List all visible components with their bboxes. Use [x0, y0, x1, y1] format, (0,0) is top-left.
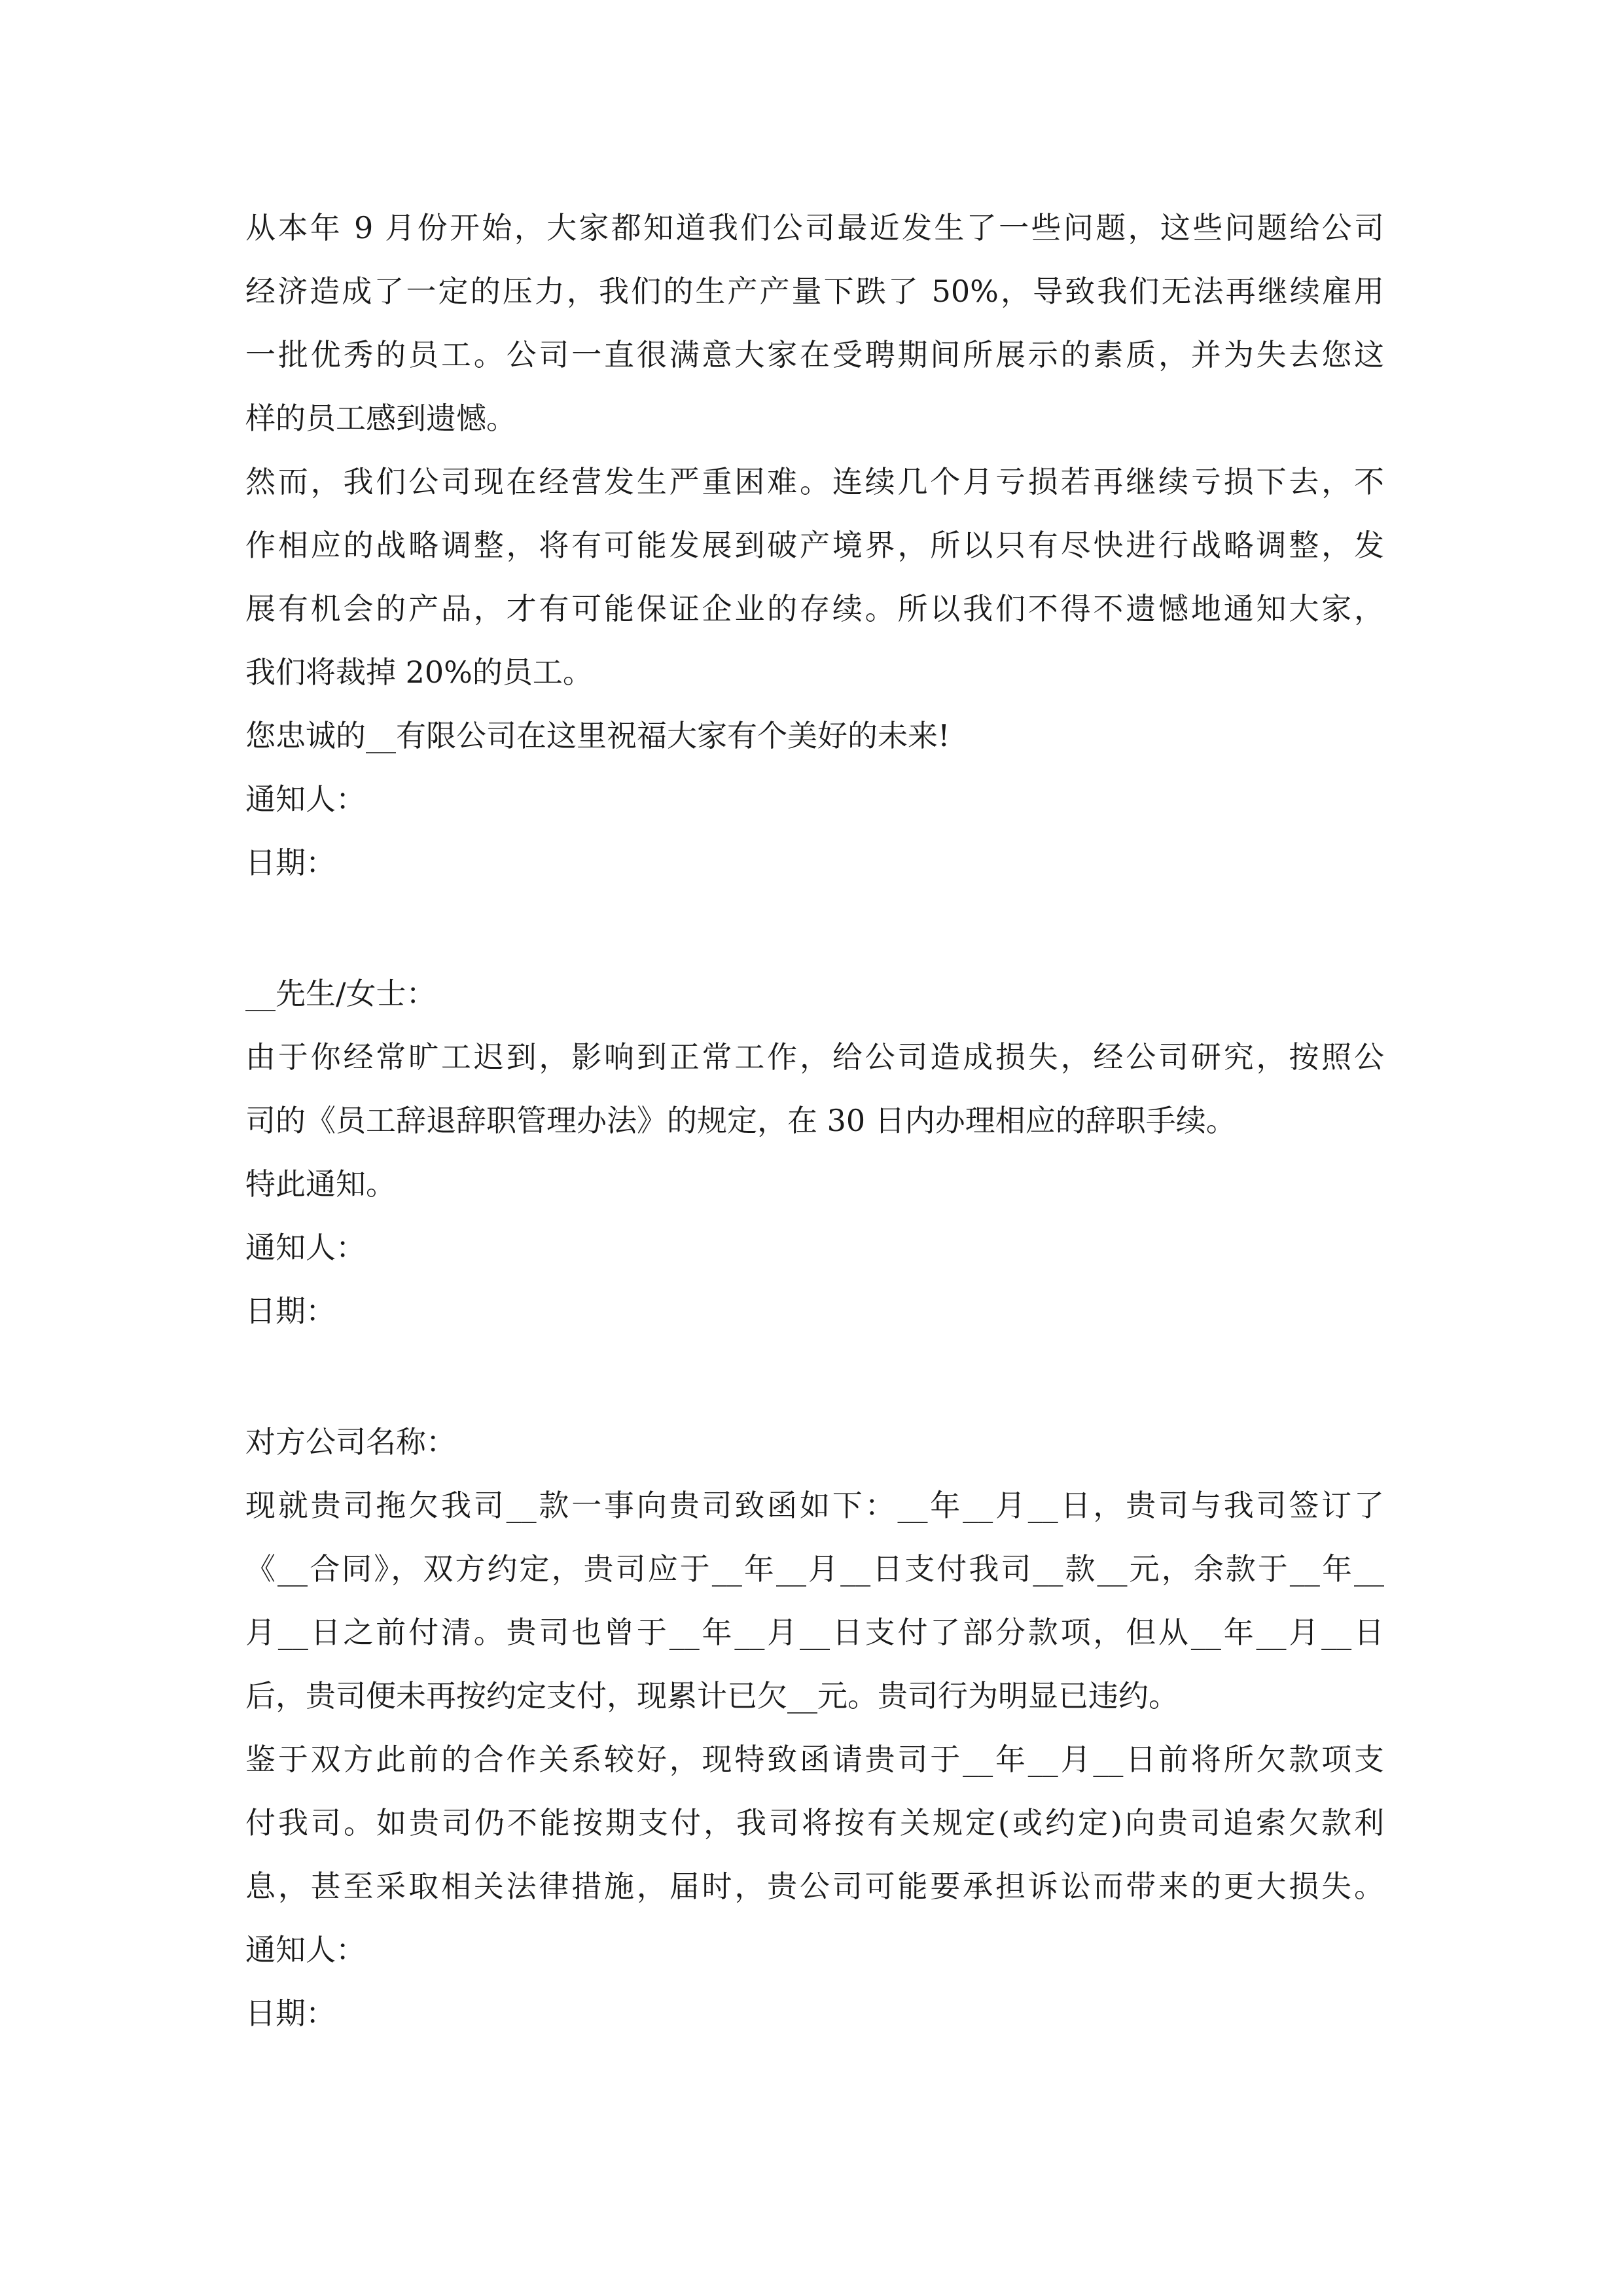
paragraph-line: 现就贵司拖欠我司__款一事向贵司致函如下：__年__月__日，贵司与我司签订了 — [245, 1488, 1384, 1523]
paragraph-line: 《__合同》，双方约定，贵司应于__年__月__日支付我司__款__元，余款于__年__ — [245, 1551, 1384, 1587]
notifier-label: 通知人： — [245, 781, 366, 817]
payment-demand-letter — [245, 1410, 1384, 2045]
paragraph-line: 展有机会的产品，才有可能保证企业的存续。所以我们不得不遗憾地通知大家， — [245, 591, 1384, 626]
salutation: __先生/女士： — [245, 976, 437, 1011]
paragraph-line: 然而，我们公司现在经营发生严重困难。连续几个月亏损若再继续亏损下去，不 — [245, 464, 1384, 499]
paragraph-line: 后，贵司便未再按约定支付，现累计已欠__元。贵司行为明显已违约。 — [245, 1678, 1179, 1713]
paragraph-line: 由于你经常旷工迟到，影响到正常工作，给公司造成损失，经公司研究，按照公 — [245, 1039, 1384, 1075]
date-label: 日期： — [245, 1996, 336, 2031]
paragraph-line: 经济造成了一定的压力，我们的生产产量下跌了 50%，导致我们无法再继续雇用 — [245, 274, 1384, 309]
closing-line: 您忠诚的__有限公司在这里祝福大家有个美好的未来! — [245, 718, 950, 753]
layoff-notice — [245, 196, 1384, 895]
paragraph-line: 作相应的战略调整，将有可能发展到破产境界，所以只有尽快进行战略调整，发 — [245, 528, 1384, 563]
paragraph-line: 月__日之前付清。贵司也曾于__年__月__日支付了部分款项，但从__年__月__日 — [245, 1615, 1384, 1650]
paragraph-line: 从本年 9 月份开始，大家都知道我们公司最近发生了一些问题，这些问题给公司 — [245, 210, 1384, 245]
paragraph-line: 付我司。如贵司仍不能按期支付，我司将按有关规定(或约定)向贵司追索欠款利 — [245, 1805, 1384, 1840]
paragraph-line: 息，甚至采取相关法律措施，届时，贵公司可能要承担诉讼而带来的更大损失。 — [245, 1869, 1384, 1904]
paragraph-line: 司的《员工辞退辞职管理办法》的规定，在 30 日内办理相应的辞职手续。 — [245, 1103, 1236, 1138]
notifier-label: 通知人： — [245, 1932, 366, 1967]
paragraph-line: 一批优秀的员工。公司一直很满意大家在受聘期间所展示的素质，并为失去您这 — [245, 337, 1384, 372]
paragraph-line: 样的员工感到遗憾。 — [245, 401, 516, 436]
paragraph-line: 鉴于双方此前的合作关系较好，现特致函请贵司于__年__月__日前将所欠款项支 — [245, 1742, 1384, 1777]
date-label: 日期： — [245, 1293, 336, 1329]
date-label: 日期： — [245, 845, 336, 880]
closing-line: 特此通知。 — [245, 1166, 396, 1202]
paragraph-line: 我们将裁掉 20%的员工。 — [245, 655, 593, 690]
notifier-label: 通知人： — [245, 1230, 366, 1265]
recipient-company-label: 对方公司名称： — [245, 1424, 456, 1460]
dismissal-notice — [245, 962, 1384, 1343]
